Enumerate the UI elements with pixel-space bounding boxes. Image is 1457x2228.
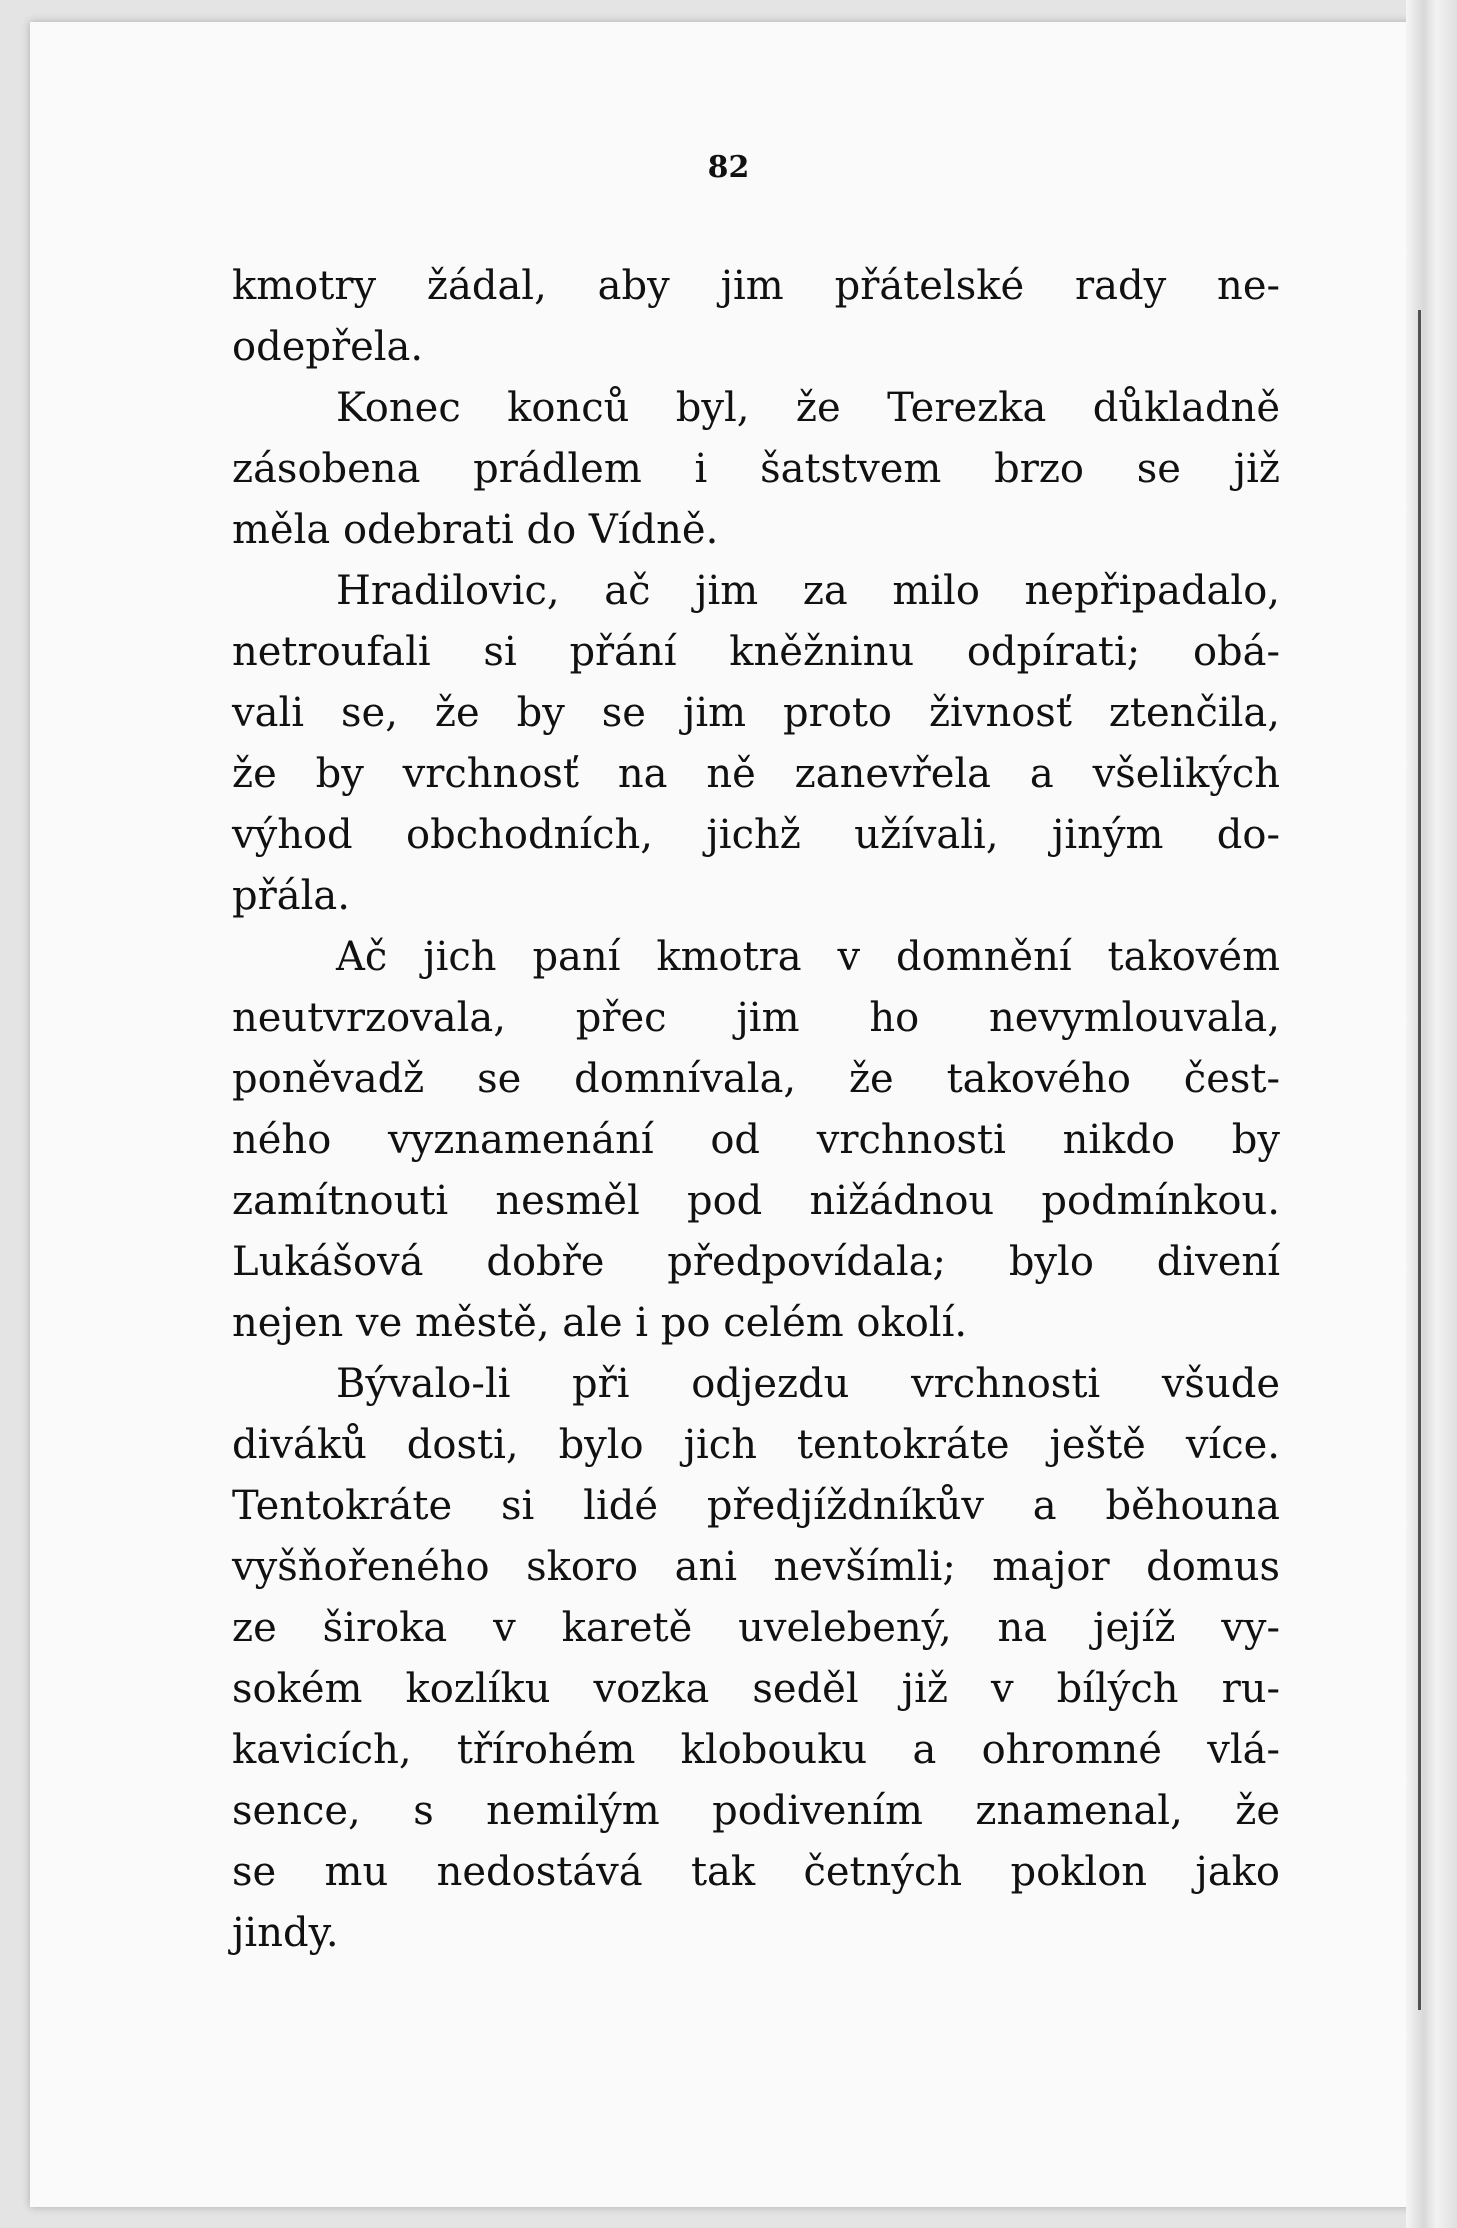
page-number: 82 xyxy=(707,150,750,185)
text-line: kmotry žádal, aby jim přátelské rady ne- xyxy=(232,263,1280,309)
text-line: měla odebrati do Vídně. xyxy=(232,507,719,553)
text-line: vyšňořeného skoro ani nevšímli; major domus xyxy=(232,1544,1280,1590)
text-line: Konec konců byl, že Terezka důkladně xyxy=(336,385,1280,431)
text-line: sence, s nemilým podivením znamenal, že xyxy=(232,1788,1280,1834)
text-line: výhod obchodních, jichž užívali, jiným do- xyxy=(232,812,1280,858)
text-line: Ač jich paní kmotra v domnění takovém xyxy=(336,934,1280,980)
text-line: diváků dosti, bylo jich tentokráte ještě více. xyxy=(232,1422,1280,1468)
text-line: kavicích, třírohém klobouku a ohromné vlá- xyxy=(232,1727,1280,1773)
text-line: Bývalo-li při odjezdu vrchnosti všude xyxy=(336,1361,1280,1407)
text-line: přála. xyxy=(232,873,350,919)
text-line: zamítnouti nesměl pod nižádnou podmínkou. xyxy=(232,1178,1280,1224)
text-line: zásobena prádlem i šatstvem brzo se již xyxy=(232,446,1280,492)
text-line: poněvadž se domnívala, že takového čest- xyxy=(232,1056,1280,1102)
text-line: ze široka v karetě uvelebený, na jejíž vy- xyxy=(232,1605,1280,1651)
text-line: vali se, že by se jim proto živnosť ztenčila, xyxy=(232,690,1280,736)
text-line: Lukášová dobře předpovídala; bylo divení xyxy=(232,1239,1280,1285)
text-line: odepřela. xyxy=(232,324,424,370)
text-line: sokém kozlíku vozka seděl již v bílých ru- xyxy=(232,1666,1280,1712)
text-line: Hradilovic, ač jim za milo nepřipadalo, xyxy=(336,568,1280,614)
text-line: se mu nedostává tak četných poklon jako xyxy=(232,1849,1280,1895)
binding-shadow xyxy=(1418,310,1421,2010)
text-line: nejen ve městě, ale i po celém okolí. xyxy=(232,1300,968,1346)
text-line: že by vrchnosť na ně zanevřela a všelikých xyxy=(232,751,1280,797)
body-text xyxy=(232,256,1280,1964)
text-line: jindy. xyxy=(232,1910,339,1956)
text-line: neutvrzovala, přec jim ho nevymlouvala, xyxy=(232,995,1280,1041)
text-line: netroufali si přání kněžninu odpírati; obá- xyxy=(232,629,1280,675)
page-edge xyxy=(1406,0,1457,2228)
text-line: ného vyznamenání od vrchnosti nikdo by xyxy=(232,1117,1280,1163)
text-line: Tentokráte si lidé předjíždníkův a běhouna xyxy=(232,1483,1280,1529)
